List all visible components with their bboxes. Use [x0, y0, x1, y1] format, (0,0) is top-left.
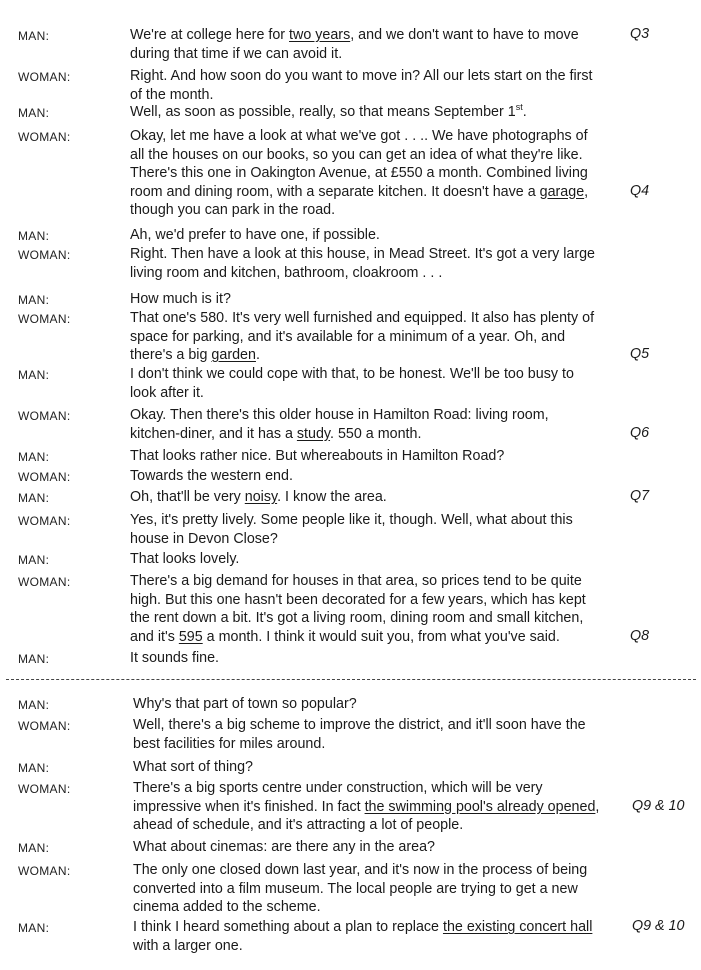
answer-underline: two years	[289, 27, 351, 43]
speaker-label: WOMAN:	[18, 575, 71, 589]
speaker-label: WOMAN:	[18, 70, 71, 84]
dialogue-text: Yes, it's pretty lively. Some people like it, though. Well, what about this house in Devon Close?	[130, 512, 573, 547]
answer-underline: 595	[178, 628, 203, 645]
question-reference: Q9 & 10	[632, 797, 685, 814]
question-reference: Q8	[630, 627, 650, 644]
dialogue-text: That looks lovely.	[130, 551, 240, 567]
speaker-label: MAN:	[18, 450, 50, 464]
speaker-label: WOMAN:	[18, 409, 71, 423]
answer-underline: garage	[539, 183, 585, 200]
answer-underline: noisy	[244, 489, 278, 505]
dialogue-text: Okay. Then there's this older house in Hamilton Road: living room, kitchen-diner, and it has a study. 550 a month.	[130, 407, 549, 442]
dialogue-text: The only one closed down last year, and it's now in the process of being converted into a film museum. The local people are trying to get a new cinema added to the scheme.	[133, 862, 588, 915]
speaker-label: MAN:	[18, 652, 50, 666]
speaker-label: WOMAN:	[18, 719, 71, 733]
dialogue-text: Ah, we'd prefer to have one, if possible.	[130, 227, 380, 243]
dialogue-text: Okay, let me have a look at what we've got . . .. We have photographs of all the houses on our books, so you can get an idea of what they're like. There's this one in Oakington Avenue, at £550 a month. Combined living room and dining room, with a separate kitchen. It doesn't have a garage, though you can park in the road.	[130, 128, 589, 218]
speaker-label: WOMAN:	[18, 470, 71, 484]
speaker-label: WOMAN:	[18, 782, 71, 796]
speaker-label: MAN:	[18, 553, 50, 567]
dialogue-text: I don't think we could cope with that, to be honest. We'll be too busy to look after it.	[130, 366, 574, 401]
question-reference: Q4	[630, 182, 650, 199]
speaker-label: MAN:	[18, 921, 50, 935]
question-reference: Q5	[630, 346, 650, 362]
dialogue-text: That one's 580. It's very well furnished and equipped. It also has plenty of space for parking, and it's available for a minimum of a year. Oh, and there's a big garden.	[130, 310, 595, 363]
dialogue-text: Well, there's a big scheme to improve the district, and it'll soon have the best facilities for miles around.	[133, 717, 586, 752]
speaker-label: MAN:	[18, 491, 50, 505]
dialogue-text: What about cinemas: are there any in the area?	[133, 839, 436, 855]
speaker-label: WOMAN:	[18, 130, 71, 144]
question-reference: Q3	[630, 26, 650, 42]
question-reference: Q6	[630, 424, 650, 441]
dialogue-text: What sort of thing?	[133, 759, 253, 775]
dialogue-text: I think I heard something about a plan to replace the existing concert hall with a larger one.	[133, 919, 593, 954]
dialogue-text: That looks rather nice. But whereabouts in Hamilton Road?	[130, 448, 505, 464]
speaker-label: MAN:	[18, 698, 50, 712]
speaker-label: MAN:	[18, 761, 50, 775]
speaker-label: WOMAN:	[18, 864, 71, 878]
section-divider	[6, 679, 696, 680]
dialogue-text: Right. Then have a look at this house, in Mead Street. It's got a very large living room and kitchen, bathroom, cloakroom . . .	[130, 246, 595, 281]
question-reference: Q9 & 10	[632, 918, 685, 934]
speaker-label: MAN:	[18, 106, 50, 120]
speaker-label: MAN:	[18, 841, 50, 855]
question-reference: Q7	[630, 488, 650, 504]
dialogue-text: There's a big demand for houses in that area, so prices tend to be quite high. But this one hasn't been decorated for a few years, which has kept the rent down a bit. It's got a living room, dining room and small kitchen, and it's 595 a month. I think it would suit you, from what you've said.	[130, 573, 586, 645]
dialogue-text: Well, as soon as possible, really, so that means September 1st.	[130, 102, 527, 120]
answer-underline: the swimming pool's already opened	[364, 798, 596, 815]
dialogue-text: Why's that part of town so popular?	[133, 696, 357, 712]
speaker-label: MAN:	[18, 229, 50, 243]
speaker-label: MAN:	[18, 368, 50, 382]
dialogue-text: How much is it?	[130, 291, 231, 307]
answer-underline: the existing concert hall	[442, 919, 593, 935]
dialogue-text: We're at college here for two years, and we don't want to have to move during that time if we can avoid it.	[130, 27, 579, 62]
dialogue-text: Right. And how soon do you want to move in? All our lets start on the first of the month.	[130, 68, 593, 103]
answer-underline: garden	[211, 347, 256, 363]
dialogue-text: Towards the western end.	[130, 468, 293, 484]
speaker-label: MAN:	[18, 293, 50, 307]
speaker-label: WOMAN:	[18, 514, 71, 528]
dialogue-text: Oh, that'll be very noisy. I know the area.	[130, 489, 387, 505]
dialogue-text: It sounds fine.	[130, 650, 220, 666]
speaker-label: WOMAN:	[18, 248, 71, 262]
answer-underline: study	[296, 425, 331, 442]
speaker-label: MAN:	[18, 29, 50, 43]
dialogue-text: There's a big sports centre under construction, which will be very impressive when it's finished. In fact the swimming pool's already opened, ahead of schedule, and it's attracting a lot of people.	[133, 780, 600, 833]
speaker-label: WOMAN:	[18, 312, 71, 326]
